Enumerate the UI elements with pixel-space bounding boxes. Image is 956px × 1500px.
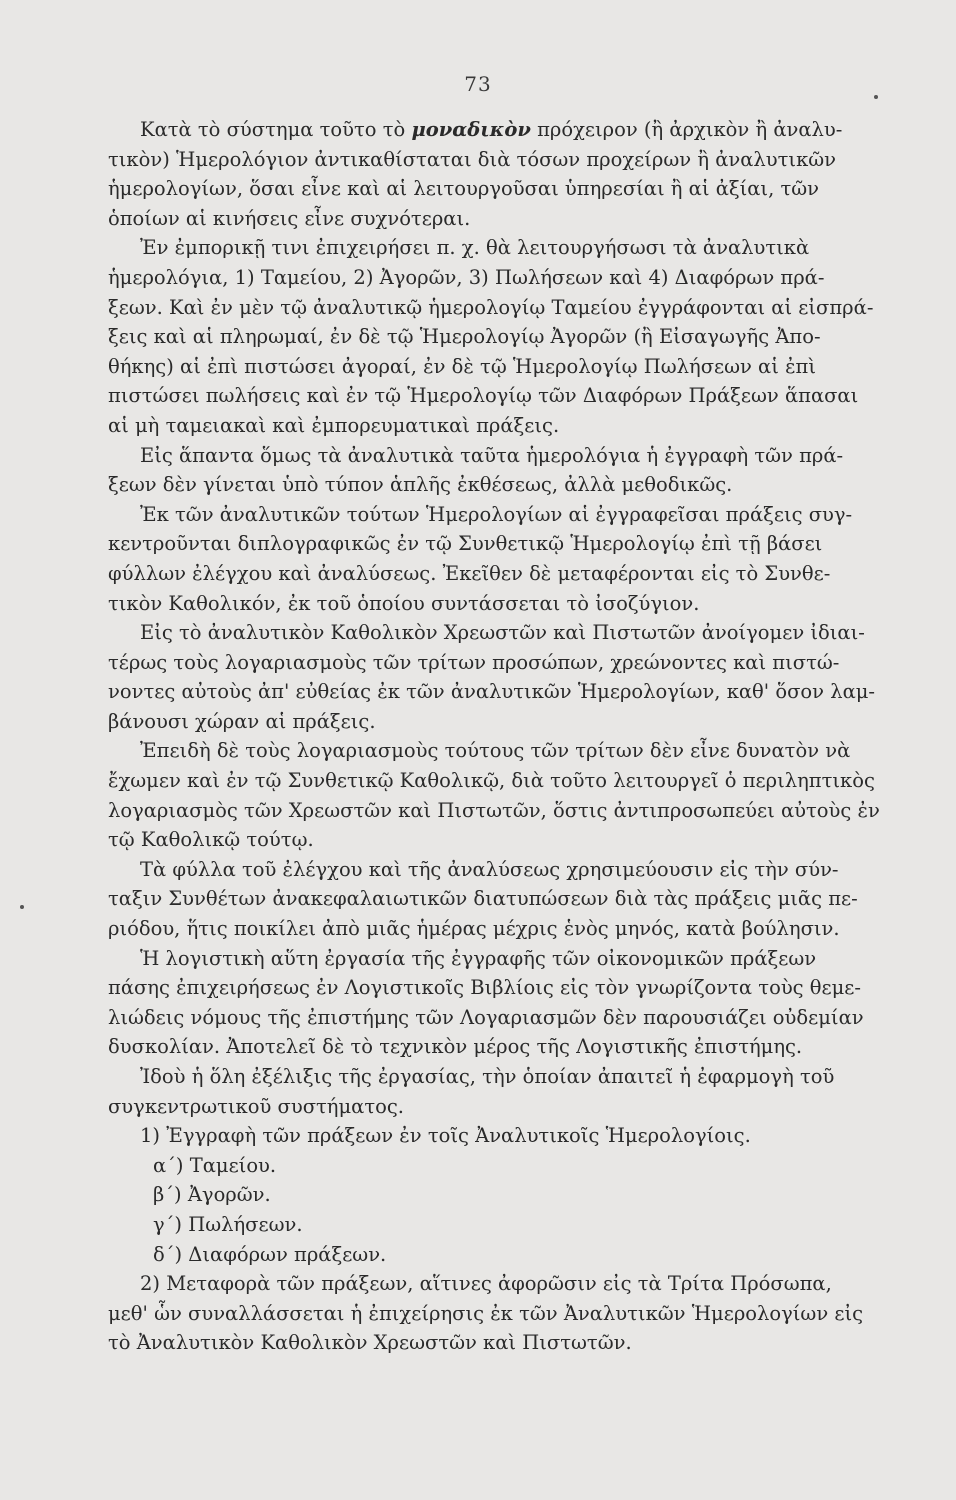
text-line: ξεων δὲν γίνεται ὑπὸ τύπον ἁπλῆς ἐκθέσεως, ἀλλὰ μεθοδικῶς. (108, 473, 733, 497)
list-subitem: δ΄) Διαφόρων πράξεων. (153, 1242, 387, 1266)
text-line: ὁποίων αἱ κινήσεις εἶνε συχνότεραι. (108, 206, 471, 230)
list-subitem: γ΄) Πωλήσεων. (153, 1212, 303, 1236)
text-line: ἡμερολογίων, ὅσαι εἶνε καὶ αἱ λειτουργοῦσαι ὑπηρεσίαι ἢ αἱ ἀξίαι, τῶν (108, 177, 820, 201)
text-line: λογαριασμὸς τῶν Χρεωστῶν καὶ Πιστωτῶν, ὅστις ἀντιπροσωπεύει αὐτοὺς ἐν (108, 798, 880, 822)
text-line: Ἐν ἐμπορικῇ τινι ἐπιχειρήσει π. χ. θὰ λειτουργήσωσι τὰ ἀναλυτικὰ (140, 236, 810, 260)
list-subitem: α΄) Ταμείου. (153, 1153, 277, 1177)
text-line: Εἰς ἅπαντα ὅμως τὰ ἀναλυτικὰ ταῦτα ἡμερολόγια ἡ ἐγγραφὴ τῶν πρά- (140, 443, 844, 467)
text-line: ἡμερολόγια, 1) Ταμείου, 2) Ἀγορῶν, 3) Πωλήσεων καὶ 4) Διαφόρων πρά- (108, 265, 825, 289)
emphasized-term: μοναδικὸν (411, 118, 531, 141)
text-line: Εἰς τὸ ἀναλυτικὸν Καθολικὸν Χρεωστῶν καὶ Πιστωτῶν ἀνοίγομεν ἰδιαι- (140, 621, 865, 645)
page-number: 73 (464, 72, 492, 96)
text-line: φύλλων ἐλέγχου καὶ ἀναλύσεως. Ἐκεῖθεν δὲ μεταφέρονται εἰς τὸ Συνθε- (108, 561, 831, 585)
text-line: τὸ Ἀναλυτικὸν Καθολικὸν Χρεωστῶν καὶ Πιστωτῶν. (108, 1331, 632, 1355)
text-line: Ἐκ τῶν ἀναλυτικῶν τούτων Ἡμερολογίων αἱ ἐγγραφεῖσαι πράξεις συγ- (140, 502, 853, 526)
text-line: ταξιν Συνθέτων ἀνακεφαλαιωτικῶν διατυπώσεων διὰ τὰς πράξεις μιᾶς πε- (108, 887, 858, 911)
text-line: βάνουσι χώραν αἱ πράξεις. (108, 709, 376, 733)
text-line: Ἰδοὺ ἡ ὅλη ἐξέλιξις τῆς ἐργασίας, τὴν ὁποίαν ἀπαιτεῖ ἡ ἐφαρμογὴ τοῦ (140, 1065, 835, 1088)
text-line: κεντροῦνται διπλογραφικῶς ἐν τῷ Συνθετικῷ Ἡμερολογίῳ ἐπὶ τῇ βάσει (108, 532, 823, 556)
text-line: πάσης ἐπιχειρήσεως ἐν Λογιστικοῖς Βιβλίοις εἰς τὸν γνωρίζοντα τοὺς θεμε- (108, 976, 861, 1000)
text-line: τικὸν Καθολικόν, ἐκ τοῦ ὁποίου συντάσσεται τὸ ἰσοζύγιον. (108, 591, 700, 615)
paper-speck (20, 905, 24, 909)
list-item: 2) Μεταφορὰ τῶν πράξεων, αἵτινες ἀφορῶσιν εἰς τὰ Τρίτα Πρόσωπα, (140, 1272, 832, 1296)
text-line: λιώδεις νόμους τῆς ἐπιστήμης τῶν Λογαριασμῶν δὲν παρουσιάζει οὐδεμίαν (108, 1005, 864, 1029)
list-subitem: β΄) Ἀγορῶν. (153, 1183, 271, 1207)
text-line: πιστώσει πωλήσεις καὶ ἐν τῷ Ἡμερολογίῳ τῶν Διαφόρων Πράξεων ἅπασαι (108, 384, 859, 408)
text-line: Τὰ φύλλα τοῦ ἐλέγχου καὶ τῆς ἀναλύσεως χρησιμεύουσιν εἰς τὴν σύν- (140, 857, 839, 881)
text-line: ἔχωμεν καὶ ἐν τῷ Συνθετικῷ Καθολικῷ, διὰ τοῦτο λειτουργεῖ ὁ περιληπτικὸς (108, 769, 875, 793)
text-line: Κατὰ τὸ σύστημα τοῦτο τὸ μοναδικὸν πρόχειρον (ἢ ἀρχικὸν ἢ ἀναλυ- (140, 118, 843, 141)
text-line: θήκης) αἱ ἐπὶ πιστώσει ἀγοραί, ἐν δὲ τῷ Ἡμερολογίῳ Πωλήσεων αἱ ἐπὶ (108, 354, 816, 378)
text-line: τικὸν) Ἡμερολόγιον ἀντικαθίσταται διὰ τόσων προχείρων ἢ ἀναλυτικῶν (108, 147, 837, 171)
text-line: τέρως τοὺς λογαριασμοὺς τῶν τρίτων προσώπων, χρεώνοντες καὶ πιστώ- (108, 650, 840, 674)
text-line: συγκεντρωτικοῦ συστήματος. (108, 1094, 404, 1118)
text-line: Ἡ λογιστικὴ αὕτη ἐργασία τῆς ἐγγραφῆς τῶν οἰκονομικῶν πράξεων (140, 946, 817, 970)
text-line: ξεων. Καὶ ἐν μὲν τῷ ἀναλυτικῷ ἡμερολογίῳ Ταμείου ἐγγράφονται αἱ εἰσπρά- (108, 295, 874, 319)
text-line: αἱ μὴ ταμειακαὶ καὶ ἐμπορευματικαὶ πράξεις. (108, 413, 560, 437)
text-line: τῷ Καθολικῷ τούτῳ. (108, 828, 314, 852)
text-line: νοντες αὐτοὺς ἀπ' εὐθείας ἐκ τῶν ἀναλυτικῶν Ἡμερολογίων, καθ' ὅσον λαμ- (108, 680, 875, 704)
text-line: μεθ' ὧν συναλλάσσεται ἡ ἐπιχείρησις ἐκ τῶν Ἀναλυτικῶν Ἡμερολογίων εἰς (108, 1301, 864, 1325)
paper-speck (874, 95, 878, 99)
text-line: ξεις καὶ αἱ πληρωμαί, ἐν δὲ τῷ Ἡμερολογίῳ Ἀγορῶν (ἢ Εἰσαγωγῆς Ἀπο- (108, 325, 821, 349)
text-line: ριόδου, ἥτις ποικίλει ἀπὸ μιᾶς ἡμέρας μέχρις ἑνὸς μηνός, κατὰ βούλησιν. (108, 917, 840, 941)
list-item: 1) Ἐγγραφὴ τῶν πράξεων ἐν τοῖς Ἀναλυτικοῖς Ἡμερολογίοις. (140, 1124, 751, 1148)
text-line: Ἐπειδὴ δὲ τοὺς λογαριασμοὺς τούτους τῶν τρίτων δὲν εἶνε δυνατὸν νὰ (140, 739, 851, 763)
body-text (108, 115, 880, 1358)
text-line: δυσκολίαν. Ἀποτελεῖ δὲ τὸ τεχνικὸν μέρος τῆς Λογιστικῆς ἐπιστήμης. (108, 1035, 803, 1059)
